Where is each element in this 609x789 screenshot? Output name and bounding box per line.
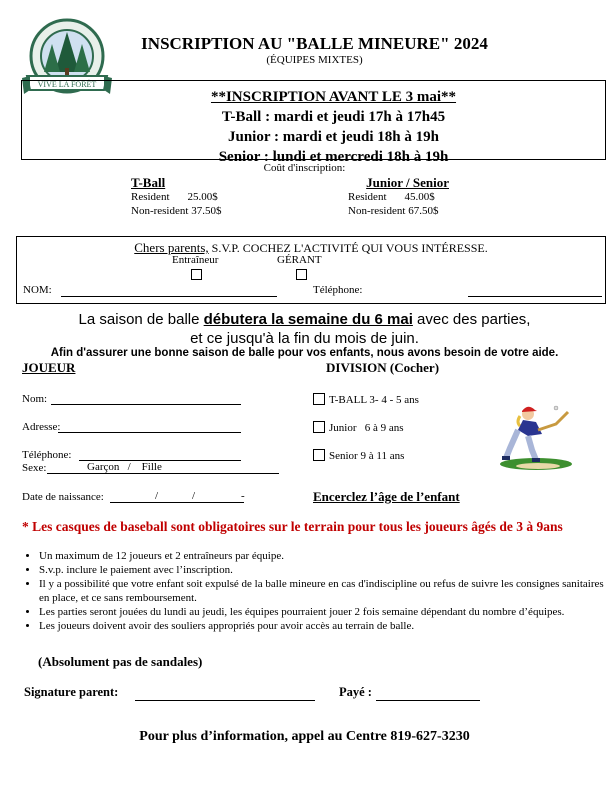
paid-field[interactable]: [376, 686, 480, 701]
season-end-text: et ce jusqu'à la fin du mois de juin.: [190, 330, 419, 347]
parent-name-label: NOM:: [23, 284, 52, 296]
player-address-label: Adresse:: [22, 421, 61, 433]
signature-field[interactable]: [135, 686, 315, 701]
division-option-label: Senior 9 à 11 ans: [329, 450, 405, 462]
signature-label: Signature parent:: [24, 685, 119, 699]
cost-label: Resident: [348, 191, 387, 203]
rule-item: • Les parties seront jouées du lundi au jeudi, les équipes pourraient jouer 2 fois semaine dépendant du nombre d’équipes.: [39, 605, 609, 619]
season-text: avec des parties,: [412, 311, 531, 328]
player-name-field[interactable]: [51, 392, 241, 405]
parents-instruction: S.V.P. COCHEZ L'ACTIVITÉ QUI VOUS INTÉRESSE.: [208, 241, 488, 255]
division-option-senior[interactable]: [313, 446, 404, 464]
rules-list: [22, 549, 609, 633]
cost-label: Non-resident: [348, 205, 406, 217]
cost-price: 37.50$: [191, 205, 222, 217]
contact-info: Pour plus d’information, appel au Centre 819-627-3230: [139, 729, 470, 744]
cost-price: 25.00$: [187, 191, 218, 203]
cost-label: Resident: [131, 191, 170, 203]
schedule-tball: T-Ball : mardi et jeudi 17h à 17h45: [221, 109, 446, 125]
division-option-label: T-BALL 3- 4 - 5 ans: [329, 394, 419, 406]
player-dob-field[interactable]: [110, 490, 244, 503]
rule-item: • Il y a possibilité que votre enfant soit expulsé de la balle mineure en cas d'indiscipline ou refus de suivre les consignes sanitaires en place, et ce sans remboursement.: [39, 577, 609, 605]
division-option-label: Junior 6 à 9 ans: [329, 422, 404, 434]
rule-item: • Les joueurs doivent avoir des souliers appropriés pour avoir accès au terrain de balle.: [39, 619, 609, 633]
player-address-field[interactable]: [58, 420, 241, 433]
rule-item: • S.v.p. inclure le paiement avec l’inscription.: [39, 563, 609, 577]
cost-label: Non-resident: [131, 205, 189, 217]
junior-checkbox[interactable]: [313, 421, 325, 433]
player-dob-label: Date de naissance:: [22, 491, 104, 503]
season-info: [0, 310, 609, 348]
senior-checkbox[interactable]: [313, 449, 325, 461]
parent-phone-field[interactable]: [468, 283, 602, 297]
cost-price: 45.00$: [404, 191, 435, 203]
dob-separator: -: [241, 490, 245, 502]
dob-separator: /: [192, 490, 196, 502]
player-sex-label: Sexe:: [22, 462, 47, 474]
player-name-label: Nom:: [22, 393, 48, 405]
registration-deadline: **INSCRIPTION AVANT LE 3 mai**: [210, 89, 457, 105]
parents-volunteer-box: [16, 236, 606, 304]
helmet-notice: * Les casques de baseball sont obligatoires sur le terrain pour tous les joueurs âgés de 3 à 9ans: [22, 519, 563, 534]
parents-greeting: Chers parents,: [134, 240, 209, 255]
division-heading: DIVISION (Cocher): [326, 360, 440, 375]
logo-banner-text: VIVE LA FORÊT: [37, 80, 97, 89]
player-heading: JOUEUR: [22, 360, 76, 375]
help-request: Afin d'assurer une bonne saison de balle pour vos enfants, nous avons besoin de votre aide.: [50, 347, 559, 359]
dob-separator: /: [155, 490, 159, 502]
schedule-senior: Senior : lundi et mercredi 18h à 19h: [218, 149, 449, 165]
division-option-tball[interactable]: [313, 390, 419, 408]
coach-checkbox[interactable]: [191, 269, 202, 280]
no-sandals-note: (Absolument pas de sandales): [38, 654, 203, 669]
schedule-junior: Junior : mardi et jeudi 18h à 19h: [228, 129, 439, 145]
cost-tball: [131, 176, 221, 218]
rule-item: • Un maximum de 12 joueurs et 2 entraîneurs par équipe.: [39, 549, 609, 563]
baseball-player-icon: [498, 400, 578, 472]
season-text: La saison de balle: [78, 311, 204, 328]
paid-label: Payé :: [339, 685, 372, 699]
circle-age-instruction: Encerclez l’âge de l’enfant: [313, 489, 460, 504]
parent-name-field[interactable]: [61, 283, 277, 297]
cost-group-title: Junior / Senior: [366, 175, 449, 190]
tball-checkbox[interactable]: [313, 393, 325, 405]
page-subtitle: (ÉQUIPES MIXTES): [266, 54, 363, 66]
cost-group-title: T-Ball: [131, 175, 166, 190]
cost-junior-senior: [348, 176, 449, 218]
schedule-box: [21, 80, 606, 165]
option-label-manager: GÉRANT: [277, 254, 322, 266]
player-phone-label: Téléphone:: [22, 449, 72, 461]
season-start-date: débutera la semaine du 6 mai: [203, 311, 413, 328]
parent-phone-label: Téléphone:: [313, 284, 363, 296]
manager-checkbox[interactable]: [296, 269, 307, 280]
player-phone-field[interactable]: [79, 448, 241, 461]
cost-title: Coût d'inscription:: [263, 162, 346, 174]
sex-options: Garçon / Fille: [87, 461, 162, 473]
page-title: INSCRIPTION AU "BALLE MINEURE" 2024: [141, 34, 488, 53]
division-option-junior[interactable]: [313, 418, 404, 436]
player-sex-field[interactable]: [47, 461, 279, 474]
cost-price: 67.50$: [408, 205, 439, 217]
option-label-coach: Entraîneur: [172, 254, 219, 266]
